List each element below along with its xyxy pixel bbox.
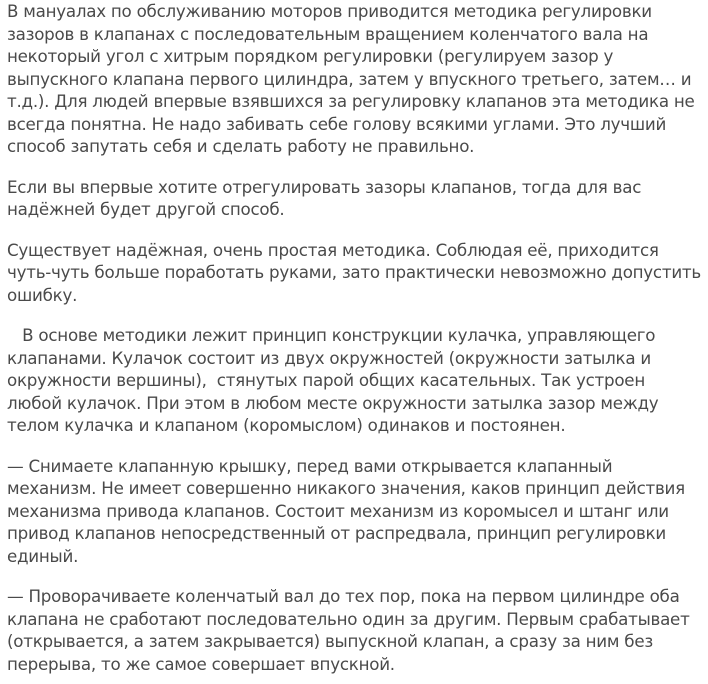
paragraph-step-cover: — Снимаете клапанную крышку, перед вами открывается клапанный механизм. Не имеет совершенно никакого значения, каков принцип действия механизма привода клапанов. Состоит механизм из коромысел и штанг или привод клапанов непосредственный от распредвала, принцип регулировки единый. bbox=[7, 455, 691, 566]
paragraph-method: Существует надёжная, очень простая методика. Соблюдая её, приходится чуть-чуть больше поработать руками, зато практически невозможно допустить ошибку. bbox=[7, 239, 707, 305]
paragraph-alternative: Если вы впервые хотите отрегулировать зазоры клапанов, тогда для вас надёжней будет другой способ. bbox=[7, 176, 647, 219]
paragraph-cam-principle: В основе методики лежит принцип конструкции кулачка, управляющего клапанами. Кулачок состоит из двух окружностей (окружности затылка и окружности вершины), стянутых парой общих касательных. Так устроен любой кулачок. При этом в любом месте окружности затылка зазор между телом кулачка и клапаном (коромыслом) одинаков и постоянен. bbox=[7, 325, 664, 435]
paragraph-step-crankshaft: — Проворачиваете коленчатый вал до тех пор, пока на первом цилиндре оба клапана не сработают последовательно один за другим. Первым срабатывает (открывается, а затем закрывается) выпускной клапан, а сразу за ним без перерыва, то же самое совершает впускной. bbox=[7, 586, 695, 674]
paragraph-intro: В мануалах по обслуживанию моторов приводится методика регулировки зазоров в клапанах с последовательным вращением коленчатого вала на некоторый угол с хитрым порядком регулировки (регулируем зазор у выпускного клапана первого цилиндра, затем у впускного третьего, затем… и т.д.). Для людей впервые взявшихся за регулировку клапанов эта методика не всегда понятна. Не надо забивать себе голову всякими углами. Это лучший способ запутать себя и сделать работу не правильно. bbox=[7, 1, 700, 156]
